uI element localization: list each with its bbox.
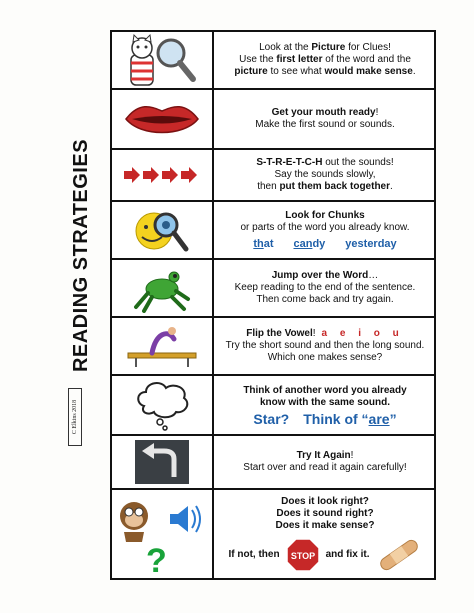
- strategy-row-chunks: [112, 202, 434, 260]
- copyright-text: C Elkins 2018: [72, 399, 78, 435]
- strategy-line: Does it sound right?: [276, 508, 374, 519]
- strategy-text-flip: Flip the Vowel! a e i o u Try the short sound and then the long sound. Which one makes sense?: [225, 328, 425, 363]
- thought-bubble-icon: [112, 376, 214, 434]
- strategy-line: Use the first letter of the word and the: [239, 54, 411, 65]
- strategy-row-stretch: [112, 150, 434, 202]
- strategy-line: Look at the Picture for Clues!: [259, 42, 391, 53]
- strategy-text-jump: [216, 260, 434, 316]
- fix-it-line: [228, 538, 421, 572]
- page-title: READING STRATEGIES: [70, 138, 93, 372]
- vowel-list: a e i o u: [321, 328, 404, 339]
- strategy-line: Think of another word you already: [243, 385, 407, 396]
- strategy-line: Make the first sound or sounds.: [255, 119, 395, 130]
- cat-magnifier-icon: [112, 32, 214, 88]
- strategy-line: Jump over the Word…: [271, 270, 379, 281]
- title-container: [62, 135, 102, 375]
- strategy-text-stretch: [216, 150, 434, 200]
- think-examples: [253, 413, 396, 425]
- strategy-row-flip: [112, 318, 434, 376]
- fix-it-text: and fix it.: [325, 549, 370, 560]
- strategy-line: Try It Again!: [296, 450, 354, 461]
- example-think: Think of “are”: [303, 411, 397, 427]
- strategy-text-again: [216, 436, 434, 488]
- strategy-line: Say the sounds slowly,: [274, 169, 376, 180]
- strategy-text-think: [216, 376, 434, 434]
- strategy-line: know with the same sound.: [259, 397, 390, 408]
- strategy-row-think: [112, 376, 434, 436]
- strategy-text-chunks: [216, 202, 434, 258]
- strategy-line: Keep reading to the end of the sentence.: [234, 282, 416, 293]
- chunk-examples: [253, 238, 396, 250]
- strategy-line: Get your mouth ready!: [271, 107, 379, 118]
- strategy-line: or parts of the word you already know.: [240, 222, 410, 233]
- flip-heading: Flip the Vowel: [246, 328, 313, 339]
- strategy-line: Does it look right?: [281, 496, 369, 507]
- stop-sign-icon: [286, 538, 320, 572]
- chunk-word: that: [253, 238, 274, 250]
- if-not-text: If not, then: [228, 549, 280, 560]
- example-star: Star?: [253, 411, 290, 427]
- lips-icon: [112, 90, 214, 148]
- strategy-line: Start over and read it again carefully!: [243, 462, 407, 473]
- stop-sign-text: STOP: [290, 551, 315, 561]
- bandage-icon: [376, 538, 422, 572]
- strategy-text-picture: [216, 32, 434, 88]
- strategy-row-mouth: [112, 90, 434, 150]
- gymnast-icon: [112, 318, 214, 374]
- strategy-line: Then come back and try again.: [256, 294, 394, 305]
- strategy-line: then put them back together.: [257, 181, 393, 192]
- arrows-icon: [112, 150, 214, 200]
- strategy-row-jump: [112, 260, 434, 318]
- smiley-magnifier-icon: [112, 202, 214, 258]
- strategy-text-mouth: [216, 90, 434, 148]
- chunk-word: yesterday: [345, 238, 397, 250]
- strategy-row-check: [112, 490, 434, 578]
- chunk-word: candy: [293, 238, 326, 250]
- strategy-line: picture to see what would make sense.: [234, 66, 416, 77]
- strategy-row-again: [112, 436, 434, 490]
- strategy-line: Does it make sense?: [275, 520, 375, 531]
- frog-icon: [112, 260, 214, 316]
- strategy-text-check: [216, 490, 434, 578]
- copyright-box: [68, 388, 82, 446]
- strategy-line: Look for Chunks: [285, 210, 365, 221]
- strategies-table: [110, 30, 436, 580]
- strategy-line: S-T-R-E-T-C-H out the sounds!: [256, 157, 394, 168]
- u-turn-sign-icon: [112, 436, 214, 488]
- strategy-row-picture: [112, 32, 434, 90]
- svg-text:?: ?: [146, 542, 167, 576]
- monkey-speaker-question-icon: [112, 490, 214, 578]
